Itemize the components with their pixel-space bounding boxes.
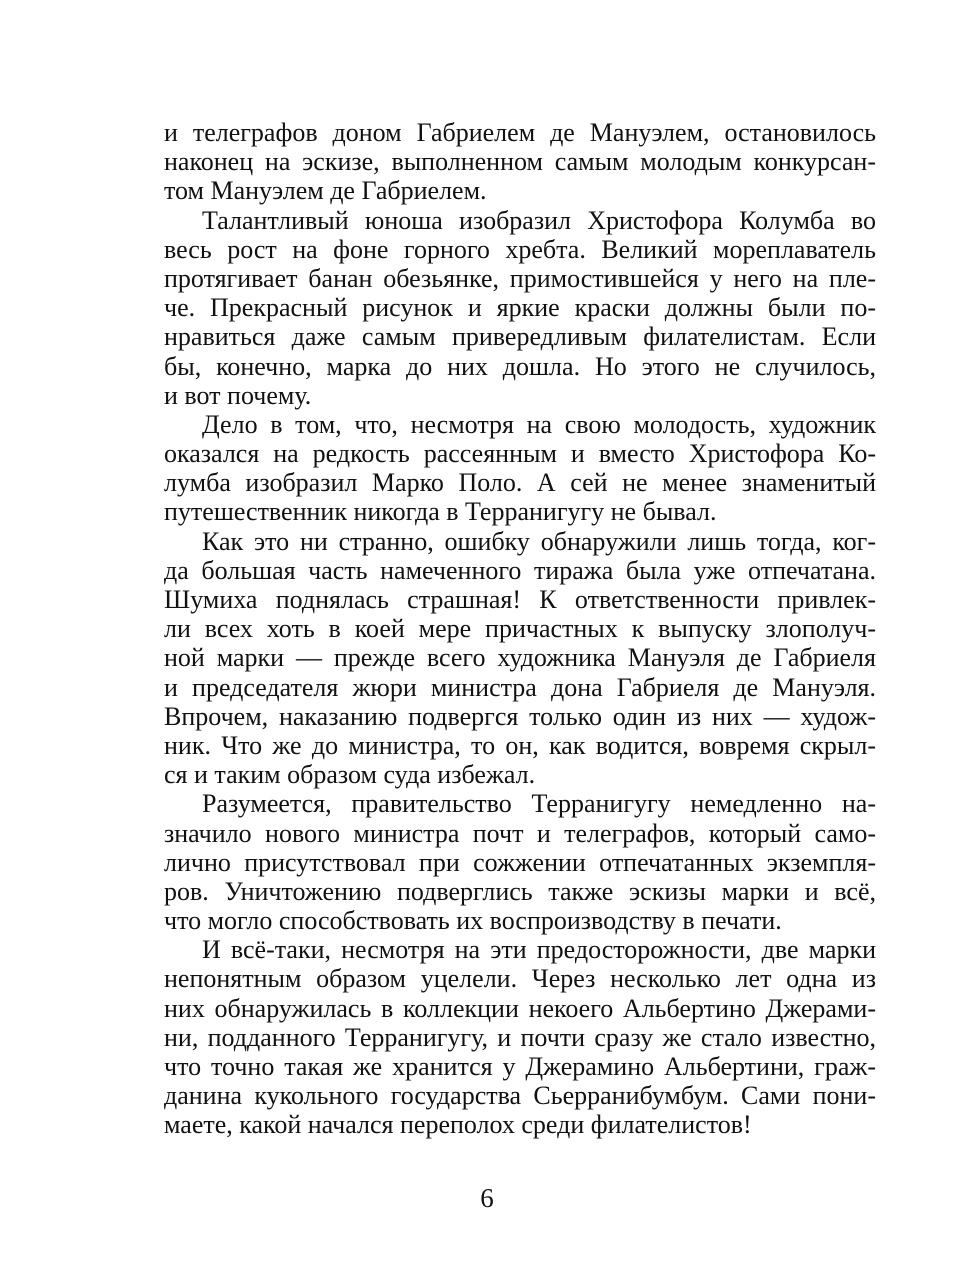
text-line: оказался на редкость рассеянным и вместо Христофора Ко- (164, 439, 876, 469)
paragraph-first-line: Талантливый юноша изобразил Христофора Колумба во (202, 205, 876, 235)
text-line: ли всех хоть в коей мере причастных к выпуску злополуч- (164, 614, 876, 644)
text-line: и телеграфов доном Габриелем де Мануэлем, остановилось (164, 118, 876, 147)
text-line: лично присутствовал при сожжении отпечатанных экземпля- (164, 847, 876, 877)
text-line: лумба изобразил Марко Поло. А сей не менее знаменитый (164, 468, 876, 498)
paragraph-first-line: Дело в том, что, несмотря на свою молодость, художник (202, 409, 876, 439)
text-line: них обнаружилась в коллекции некоего Альбертино Джерами- (164, 993, 876, 1023)
text-line: Шумиха поднялась страшная! К ответственности привлек- (164, 585, 876, 614)
text-line: что могло способствовать их воспроизводству в печати. (164, 906, 782, 936)
text-line: и председателя жюри министра дона Габриеля де Мануэля. (164, 672, 876, 702)
text-line: весь рост на фоне горного хребта. Великий мореплаватель (164, 234, 876, 264)
text-line: ни, подданного Терранигугу, и почти сразу же стало известно, (164, 1022, 876, 1052)
text-line: бы, конечно, марка до них дошла. Но этого не случилось, (164, 351, 876, 381)
text-line: непонятным образом уцелели. Через несколько лет одна из (164, 964, 876, 994)
text-line: наконец на эскизе, выполненном самым молодым конкурсан- (164, 147, 876, 177)
text-line: ся и таким образом суда избежал. (164, 760, 536, 790)
text-line: маете, какой начался переполох среди филателистов! (164, 1110, 752, 1140)
text-line: ров. Уничтожению подверглись также эскизы марки и всё, (164, 876, 876, 906)
text-line: том Мануэлем де Габриелем. (164, 176, 487, 206)
body-text (164, 118, 876, 1140)
text-line: данина кукольного государства Сьерранибумбум. Сами пони- (164, 1081, 876, 1111)
text-line: протягивает банан обезьянке, примостившейся у него на пле- (164, 263, 876, 293)
page-number: 6 (480, 1183, 494, 1213)
text-line: что точно такая же хранится у Джерамино Альбертини, граж- (164, 1052, 876, 1081)
text-line: нравиться даже самым привередливым филателистам. Если (164, 322, 876, 352)
text-line: путешественник никогда в Терранигугу не бывал. (164, 497, 717, 527)
text-line: значило нового министра почт и телеграфов, который само- (164, 818, 876, 848)
paragraph-first-line: Разумеется, правительство Терранигугу немедленно на- (202, 789, 876, 819)
text-line: че. Прекрасный рисунок и яркие краски должны были по- (164, 293, 876, 323)
text-line: Впрочем, наказанию подвергся только один из них — худож- (164, 701, 876, 731)
text-line: ник. Что же до министра, то он, как водится, вовремя скрыл- (164, 730, 876, 760)
paragraph-first-line: И всё-таки, несмотря на эти предосторожности, две марки (202, 935, 876, 965)
paragraph-first-line: Как это ни странно, ошибку обнаружили лишь тогда, ког- (202, 526, 876, 556)
text-line: да большая часть намеченного тиража была уже отпечатана. (164, 555, 876, 585)
text-line: и вот почему. (164, 380, 312, 410)
text-line: ной марки — прежде всего художника Мануэля де Габриеля (164, 643, 876, 673)
